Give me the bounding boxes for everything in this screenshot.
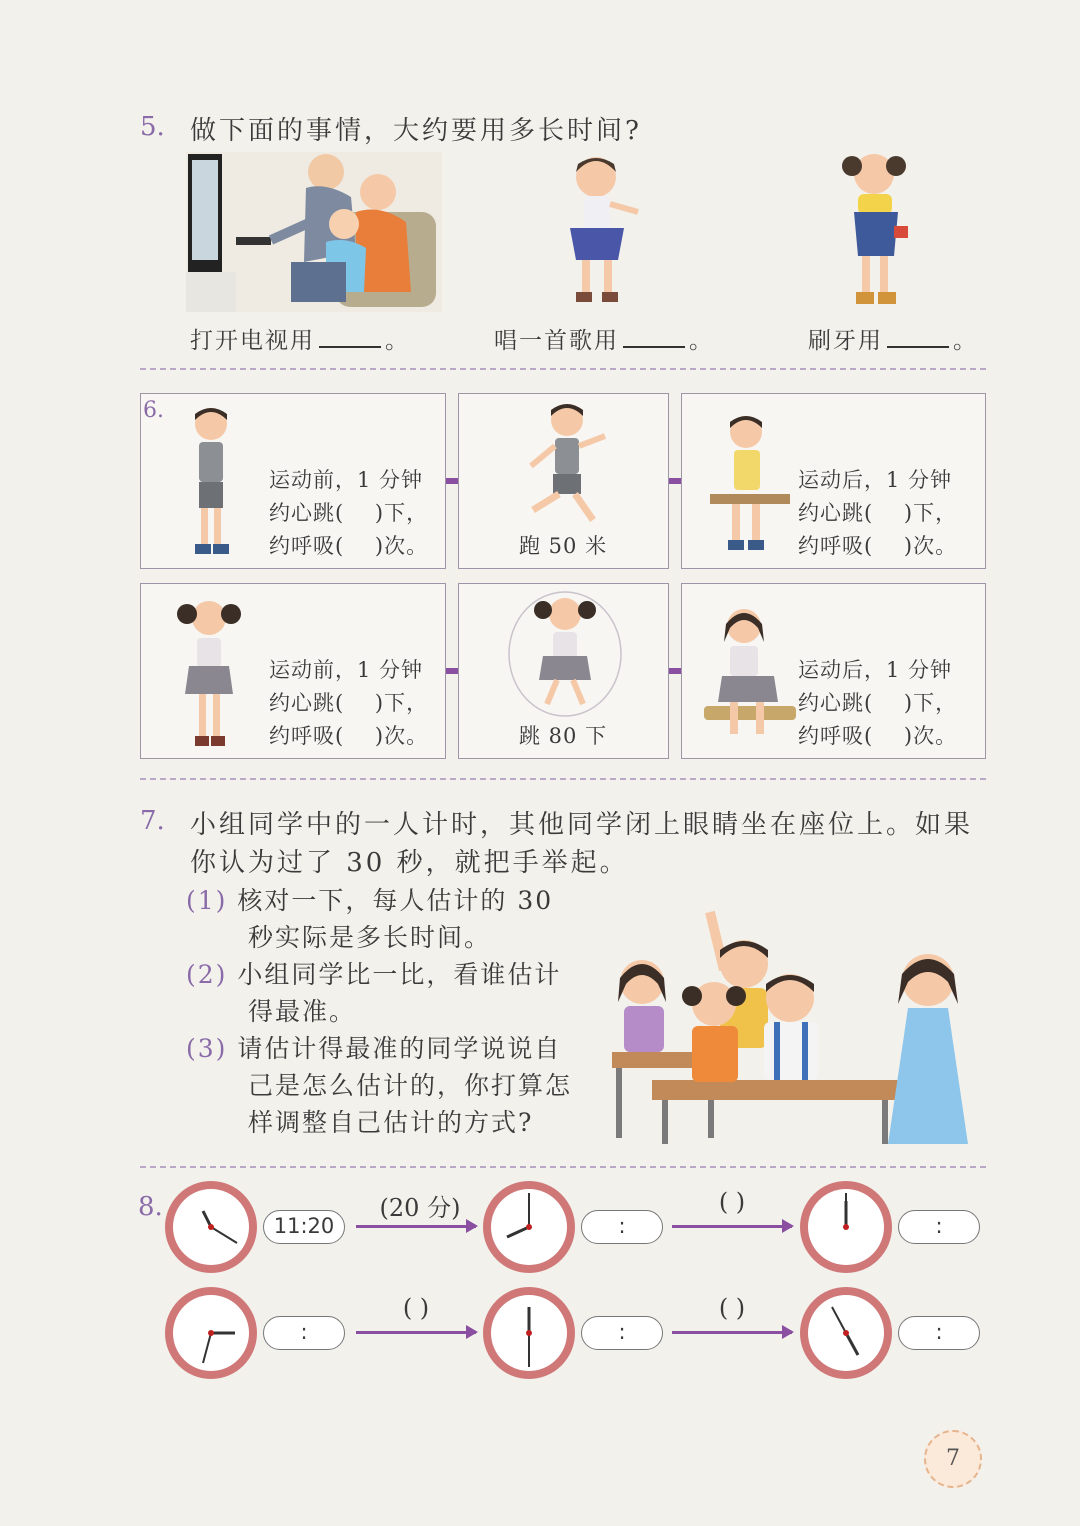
time-answer-box[interactable]: : [581,1210,663,1244]
brushing-teeth-illustration [828,146,928,310]
duration-blank[interactable]: ( ) [402,1294,430,1322]
q5-answer-blank-song[interactable] [623,346,685,348]
q5-item-teeth [808,322,978,355]
q5-item-tv-end: 。 [385,328,410,354]
q7-sub3 [186,1030,572,1141]
time-box: 11:20 [263,1210,345,1244]
clock-icon [798,1285,894,1381]
q7-line2: 你认为过了 30 秒，就把手举起。 [190,848,629,878]
time-answer-box[interactable]: : [898,1316,980,1350]
separator [140,778,986,780]
clock-icon [163,1179,259,1275]
q6-activity-jump: 跳 80 下 [519,724,608,748]
q7-sub3-line1: 请估计得最准的同学说说自 [237,1034,562,1063]
q5-item-teeth-label: 刷牙用 [808,328,883,354]
q6-before-text-boy: 运动前，1 分钟 约心跳( )下， 约呼吸( )次。 [269,468,429,558]
q5-answer-blank-teeth[interactable] [887,346,949,348]
clock-icon [481,1179,577,1275]
duration-blank[interactable]: ( ) [718,1294,746,1322]
arrow-icon [356,1225,476,1228]
girl-standing-illustration [169,594,249,752]
q6-box-jump [458,583,669,759]
arrow-icon [672,1225,792,1228]
q5-number: 5. [140,112,165,142]
q7-sub1-number: (1) [186,886,228,915]
boy-sitting-illustration [706,410,796,558]
duration-label: (20 分) [379,1194,461,1222]
q6-box-boy-after [681,393,986,569]
q5-item-song-label: 唱一首歌用 [494,328,619,354]
q6-box-run [458,393,669,569]
time-answer-box[interactable]: : [898,1210,980,1244]
q6-after-text-boy: 运动后，1 分钟 约心跳( )下， 约呼吸( )次。 [798,468,958,558]
q7-sub2-line2: 得最准。 [248,997,357,1026]
q5-item-teeth-end: 。 [953,328,978,354]
q7-sub1 [186,882,553,956]
classroom-students-illustration [612,892,980,1144]
clock-icon [481,1285,577,1381]
q6-after-text-girl: 运动后，1 分钟 约心跳( )下， 约呼吸( )次。 [798,658,958,748]
q7-sub1-line1: 核对一下，每人估计的 30 [237,886,554,915]
arrow-icon [672,1331,792,1334]
q6-box-girl-before [140,583,446,759]
q7-sub1-line2: 秒实际是多长时间。 [248,923,492,952]
duration-blank[interactable]: ( ) [718,1188,746,1216]
q8-number: 8. [138,1192,163,1222]
boy-running-illustration [509,400,619,532]
clock-icon [163,1285,259,1381]
page-number: 7 [924,1430,982,1488]
q5-item-song [494,322,714,355]
q7-sub3-number: (3) [186,1034,228,1063]
q6-box-girl-after [681,583,986,759]
q6-box-boy-before [140,393,446,569]
q7-sub3-line2: 己是怎么估计的，你打算怎 [248,1071,573,1100]
separator [140,1166,986,1168]
q7-sub2-line1: 小组同学比一比，看谁估计 [237,960,562,989]
boy-standing-illustration [181,404,241,560]
family-tv-illustration [186,152,442,312]
q5-question: 做下面的事情，大约要用多长时间? [190,116,642,146]
q7-number: 7. [140,806,165,836]
q7-sub2 [186,956,561,1030]
q7-sub3-line3: 样调整自己估计的方式? [248,1108,534,1137]
singing-girl-illustration [548,152,648,312]
q7-line1: 小组同学中的一人计时，其他同学闭上眼睛坐在座位上。如果 [190,810,974,840]
q7-sub2-number: (2) [186,960,228,989]
q6-activity-run: 跑 50 米 [519,534,608,558]
separator [140,368,986,370]
q6-number: 6. [143,398,164,423]
q5-answer-blank-tv[interactable] [319,346,381,348]
q5-item-tv-label: 打开电视用 [190,328,315,354]
time-answer-box[interactable]: : [263,1316,345,1350]
q6-before-text-girl: 运动前，1 分钟 约心跳( )下， 约呼吸( )次。 [269,658,429,748]
arrow-icon [356,1331,476,1334]
girl-sitting-illustration [700,602,800,752]
q5-item-tv [190,322,410,355]
girl-jumping-rope-illustration [503,588,627,722]
time-answer-box[interactable]: : [581,1316,663,1350]
clock-icon [798,1179,894,1275]
q5-item-song-end: 。 [689,328,714,354]
